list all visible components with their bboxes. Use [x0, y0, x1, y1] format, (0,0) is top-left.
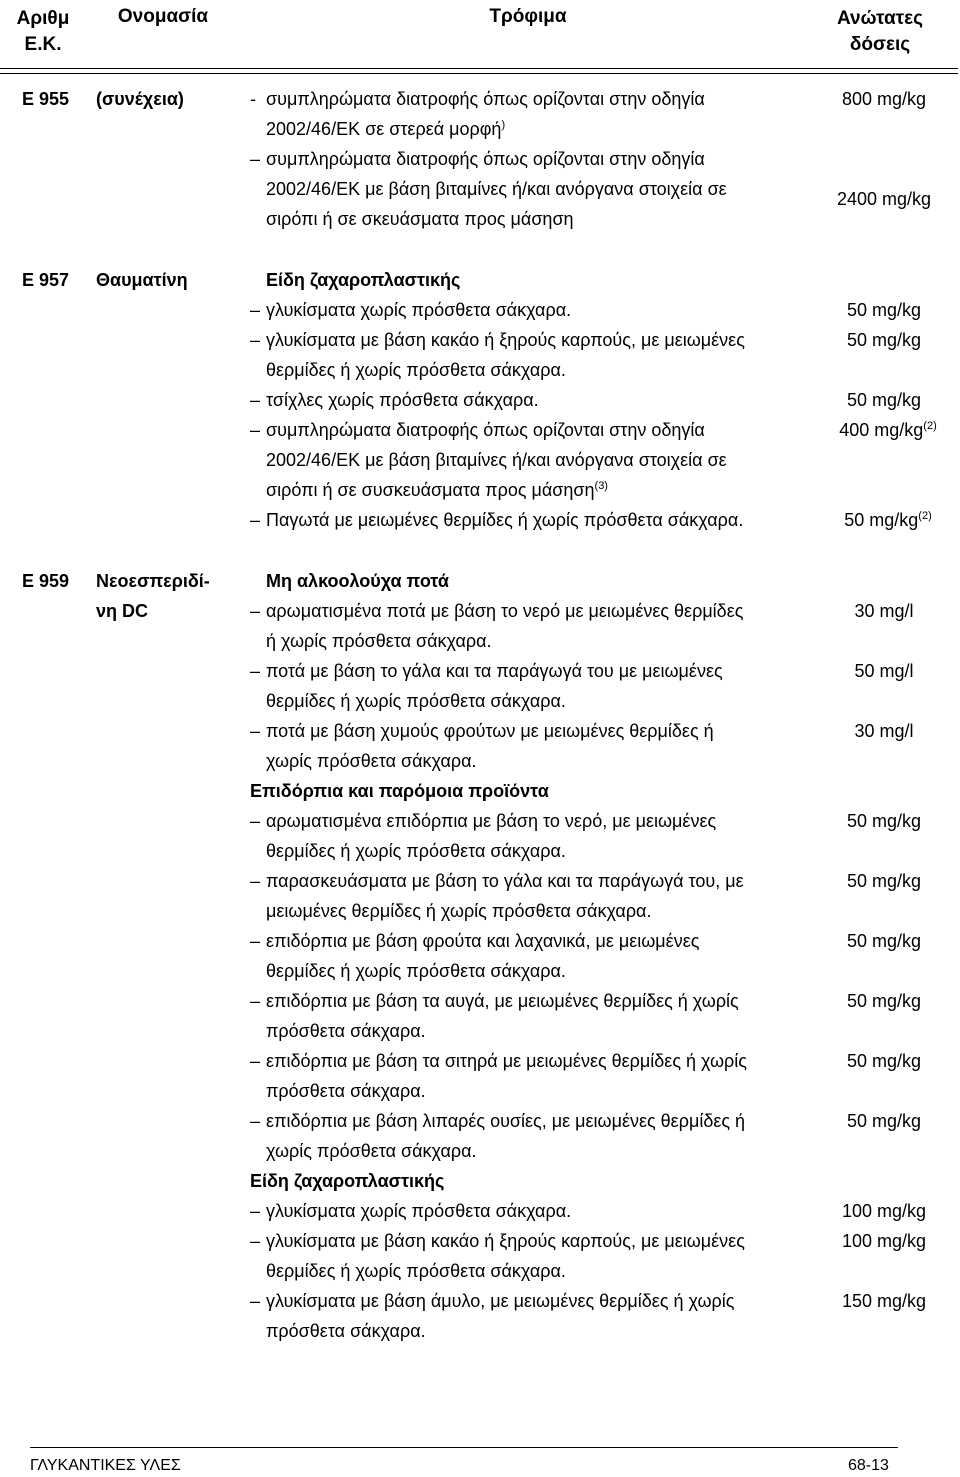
item-text-line: ή χωρίς πρόσθετα σάκχαρα. [266, 631, 492, 651]
additive-code: E 955 [22, 89, 70, 109]
item-dash: – [250, 390, 261, 410]
item-dash: – [250, 721, 261, 741]
item-text-line: αρωματισμένα ποτά με βάση το νερό με μειωμένες θερμίδες [266, 601, 744, 621]
max-dose [824, 658, 944, 684]
item-text-line: γλυκίσματα χωρίς πρόσθετα σάκχαρα. [266, 300, 572, 320]
footer-title: ΓΛΥΚΑΝΤΙΚΕΣ ΥΛΕΣ [30, 1457, 181, 1474]
additive-code: E 959 [22, 571, 70, 591]
item-text-line: γλυκίσματα χωρίς πρόσθετα σάκχαρα. [266, 1201, 572, 1221]
dose-value: 50 mg/l [854, 661, 914, 681]
dose-value: 50 mg/kg [844, 510, 919, 530]
dose-value: 50 mg/kg [846, 931, 922, 951]
dose-value: 400 mg/kg [839, 420, 924, 440]
food-category: Είδη ζαχαροπλαστικής [266, 270, 461, 290]
dose-value: 50 mg/kg [846, 1051, 922, 1071]
dose-value: 50 mg/kg [846, 1111, 922, 1131]
dose-value: 50 mg/kg [846, 991, 922, 1011]
item-dash: – [250, 510, 261, 530]
max-dose [824, 928, 944, 954]
item-text-line: επιδόρπια με βάση λιπαρές ουσίες, με μειωμένες θερμίδες ή [266, 1111, 746, 1131]
item-dash: – [250, 1291, 261, 1311]
item-text-line [266, 477, 608, 503]
item-dash: – [250, 300, 261, 320]
header-number: Αριθμ Ε.Κ. [16, 8, 70, 55]
item-text-line: ποτά με βάση χυμούς φρούτων με μειωμένες θερμίδες ή [266, 721, 714, 741]
item-text-line: συμπληρώματα διατροφής όπως ορίζονται στην οδηγία [266, 420, 705, 440]
item-dash: – [250, 661, 261, 681]
max-dose [824, 387, 944, 413]
dose-footnote-ref: (2) [918, 510, 932, 522]
item-text-line: χωρίς πρόσθετα σάκχαρα. [266, 1141, 477, 1161]
dose-value: 800 mg/kg [841, 89, 927, 109]
item-text-line: πρόσθετα σάκχαρα. [266, 1321, 426, 1341]
dose-value: 100 mg/kg [841, 1231, 927, 1251]
item-text-line: τσίχλες χωρίς πρόσθετα σάκχαρα. [266, 390, 539, 410]
item-text: 2002/46/ΕΚ σε στερεά μορφή [266, 119, 502, 139]
item-dash: – [250, 1201, 261, 1221]
item-text: σιρόπι ή σε συσκευάσματα προς μάσηση [266, 480, 595, 500]
dose-value: 50 mg/kg [846, 811, 922, 831]
max-dose [824, 297, 944, 323]
footer-page-number: 68-13 [848, 1457, 889, 1474]
item-text-line: επιδόρπια με βάση τα σιτηρά με μειωμένες θερμίδες ή χωρίς [266, 1051, 747, 1071]
header-rule-bottom [0, 73, 958, 74]
item-dash: – [250, 991, 261, 1011]
item-text-line: θερμίδες ή χωρίς πρόσθετα σάκχαρα. [266, 961, 566, 981]
item-dash: – [250, 330, 261, 350]
item-text-line: επιδόρπια με βάση φρούτα και λαχανικά, με μειωμένες [266, 931, 700, 951]
footnote-ref: (3) [594, 480, 608, 492]
header-food: Τρόφιμα [489, 6, 567, 27]
max-dose [824, 1228, 944, 1254]
item-dash: – [250, 1231, 261, 1251]
dose-value: 2400 mg/kg [836, 189, 932, 209]
item-text-line: Παγωτά με μειωμένες θερμίδες ή χωρίς πρόσθετα σάκχαρα. [266, 510, 744, 530]
item-text-line: συμπληρώματα διατροφής όπως ορίζονται στην οδηγία [266, 89, 705, 109]
item-text-line: θερμίδες ή χωρίς πρόσθετα σάκχαρα. [266, 691, 566, 711]
dose-value: 30 mg/l [854, 721, 914, 741]
item-text-line: σιρόπι ή σε σκευάσματα προς μάσηση [266, 209, 574, 229]
item-dash: – [250, 601, 261, 621]
dose-value: 50 mg/kg [846, 330, 922, 350]
item-dash: - [250, 89, 256, 109]
max-dose [824, 1108, 944, 1134]
header-dose: Ανώτατες δόσεις [836, 8, 924, 55]
dose-value: 50 mg/kg [846, 871, 922, 891]
item-text-line: συμπληρώματα διατροφής όπως ορίζονται στην οδηγία [266, 149, 705, 169]
max-dose [824, 1288, 944, 1314]
max-dose [824, 1198, 944, 1224]
header-rule-top [0, 68, 958, 69]
item-text-line: θερμίδες ή χωρίς πρόσθετα σάκχαρα. [266, 360, 566, 380]
dose-value: 50 mg/kg [846, 390, 922, 410]
max-dose [824, 1048, 944, 1074]
dose-value: 150 mg/kg [841, 1291, 927, 1311]
max-dose [824, 327, 944, 353]
item-dash: – [250, 931, 261, 951]
item-dash: – [250, 1111, 261, 1131]
food-category: Είδη ζαχαροπλαστικής [250, 1171, 445, 1191]
item-text-line: θερμίδες ή χωρίς πρόσθετα σάκχαρα. [266, 1261, 566, 1281]
item-text-line: χωρίς πρόσθετα σάκχαρα. [266, 751, 477, 771]
footer-rule [30, 1447, 898, 1448]
header-name: Ονομασία [117, 6, 209, 27]
item-text-line: 2002/46/ΕΚ με βάση βιταμίνες ή/και ανόργανα στοιχεία σε [266, 450, 727, 470]
additive-name: Θαυματίνη [96, 270, 188, 290]
additive-name: Νεοεσπεριδί- [96, 571, 210, 591]
item-text-line: επιδόρπια με βάση τα αυγά, με μειωμένες θερμίδες ή χωρίς [266, 991, 739, 1011]
food-category: Μη αλκοολούχα ποτά [266, 571, 449, 591]
item-text-line: πρόσθετα σάκχαρα. [266, 1081, 426, 1101]
item-text-line: 2002/46/ΕΚ με βάση βιταμίνες ή/και ανόργανα στοιχεία σε [266, 179, 727, 199]
item-text-line: ποτά με βάση το γάλα και τα παράγωγά του με μειωμένες [266, 661, 723, 681]
max-dose [824, 988, 944, 1014]
additive-name: νη DC [96, 601, 149, 621]
item-text-line: αρωματισμένα επιδόρπια με βάση το νερό, με μειωμένες [266, 811, 717, 831]
item-text-line: γλυκίσματα με βάση κακάο ή ξηρούς καρπούς, με μειωμένες [266, 1231, 745, 1251]
item-text-line: γλυκίσματα με βάση κακάο ή ξηρούς καρπούς, με μειωμένες [266, 330, 745, 350]
item-text-line: πρόσθετα σάκχαρα. [266, 1021, 426, 1041]
max-dose [824, 868, 944, 894]
max-dose [824, 86, 944, 112]
dose-value: 100 mg/kg [841, 1201, 927, 1221]
max-dose [824, 808, 944, 834]
additive-code: E 957 [22, 270, 70, 290]
item-text-line: παρασκευάσματα με βάση το γάλα και τα παράγωγά του, με [266, 871, 744, 891]
dose-value: 30 mg/l [854, 601, 914, 621]
dose-value: 50 mg/kg [846, 300, 922, 320]
food-category: Επιδόρπια και παρόμοια προϊόντα [250, 781, 549, 801]
max-dose [828, 507, 948, 533]
item-text-line: θερμίδες ή χωρίς πρόσθετα σάκχαρα. [266, 841, 566, 861]
item-text-line: μειωμένες θερμίδες ή χωρίς πρόσθετα σάκχαρα. [266, 901, 652, 921]
item-dash: – [250, 149, 261, 169]
max-dose [824, 186, 944, 212]
max-dose [824, 598, 944, 624]
max-dose [828, 417, 948, 443]
additive-name: (συνέχεια) [96, 89, 184, 109]
item-dash: – [250, 420, 261, 440]
footnote-ref: ) [501, 119, 506, 131]
max-dose [824, 718, 944, 744]
item-text-line [266, 116, 505, 142]
item-dash: – [250, 871, 261, 891]
item-dash: – [250, 1051, 261, 1071]
item-text-line: γλυκίσματα με βάση άμυλο, με μειωμένες θερμίδες ή χωρίς [266, 1291, 735, 1311]
dose-footnote-ref: (2) [923, 420, 937, 432]
item-dash: – [250, 811, 261, 831]
